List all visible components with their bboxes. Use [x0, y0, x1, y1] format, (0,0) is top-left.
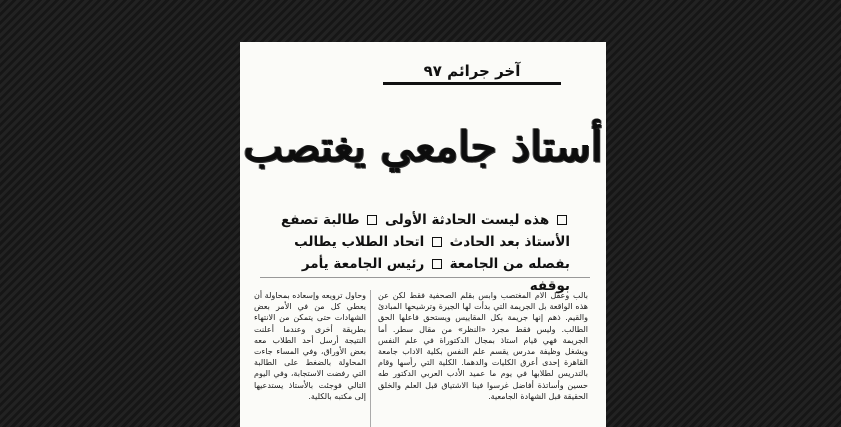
subhead-line: رئيس الجامعة يأمر بوقفه [301, 256, 570, 294]
column-divider [370, 290, 371, 427]
section-header: آخر جرائم ٩٧ [423, 62, 521, 80]
header-underline [383, 82, 561, 85]
subhead-line: الجامعة [449, 256, 499, 272]
bullet-square-icon [432, 259, 442, 269]
document-page [240, 42, 606, 427]
subhead-line: طالبة تصفع [281, 212, 360, 228]
subhead-line: هذه ليست الحادثة الأولى [384, 212, 550, 228]
bullet-square-icon [432, 237, 442, 247]
bullet-square-icon [557, 215, 567, 225]
article-column-right: بالب وعقل الام المغتصب وابس بقلم الصحفية فقط لكن عن هذه الواقعة بل الجريمة التي بدأت لها الجيرة وترشيحها المبادئ والقيم. ذهم إنها جريمة بكل المقاييس ويستحق فاعلها الحق الطالب. وليس فقط مجرد «النظر» من مقال سطر. أما الجريمة فهي قيام استاذ بمجال الدكتوراة في علم النفس ويشغل وظيفة مدرس يقسم علم النفس بكلية الاداب جامعة القاهرة إحدى أعرق الكليات والدهما. الكلية التي رأسها وقام بالتدريس لطلابها في يوم ما عميد الأدب العربي الدكتور طه حسين وأساتذة أفاضل غرسوا فينا الاشتياق قبل العلم والخلق الحقيقة قبل الشهادة الجامعية. [378, 291, 588, 401]
subhead-line: الأستاذ بعد الحادث [449, 234, 570, 250]
bullet-square-icon [367, 215, 377, 225]
article-subhead [270, 209, 570, 297]
article-headline: أستاذ جامعي يغتصب [243, 122, 603, 171]
article-column-left: وحاول ترويعه وإسعاده بمحاولة أن يعطي كل من في الأمر بعض الشهادات حتى يتمكن من الانتهاء بطريقة أخرى وعندما أعلنت النتيجة أرسل أحد الطلاب معه بعض الأوراق، وفي المساء جاءت المحاولة بالضغط على الطالبة التي رفضت الاستجابة، وفي اليوم التالي فوجئت بالأستاذ يستدعيها إلى مكتبه بالكلية. [254, 291, 366, 401]
subhead-line: اتحاد الطلاب يطالب بفصله من [294, 234, 570, 272]
section-divider [260, 277, 590, 278]
